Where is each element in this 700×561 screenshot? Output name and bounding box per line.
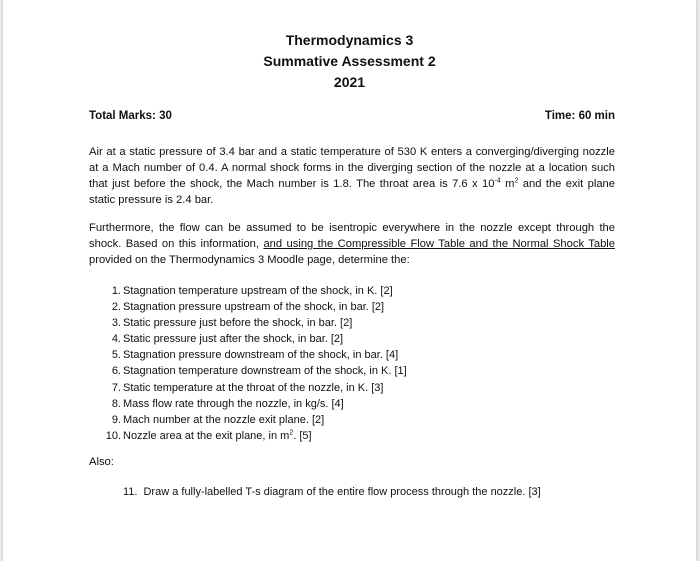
question-text: Static pressure just after the shock, in bar. [2]: [123, 333, 344, 346]
question-text: Draw a fully-labelled T-s diagram of the entire flow process through the nozzle. [3]: [143, 486, 541, 498]
question-text: Static pressure just before the shock, in bar. [2]: [123, 317, 353, 330]
question-text: Mass flow rate through the nozzle, in kg/s. [4]: [123, 397, 344, 410]
also-label: Also:: [89, 456, 114, 468]
question-number: 3.: [111, 317, 121, 330]
question-text: Stagnation pressure downstream of the shock, in bar. [4]: [123, 349, 399, 362]
question-number: 2.: [111, 301, 121, 314]
problem-statement: [89, 144, 615, 208]
question-item: [103, 347, 603, 363]
problem-text-a: Air at a static pressure of 3.4 bar and a static temperature of 530 K enters a converging/diverging nozzle at a Mach number of 0.4. A normal shock forms in the diverging section of the nozzle at a location such that just before the shock, the Mach number is 1.8. The throat area is 7.6 x 10: [89, 146, 615, 190]
question-item: [103, 428, 603, 444]
title-block: [3, 30, 696, 93]
question-item: [103, 299, 603, 315]
exponent-2: 2: [289, 429, 294, 437]
question-number: 8.: [111, 397, 121, 410]
exponent-2: 2: [514, 177, 519, 185]
exponent-neg4: -4: [494, 177, 501, 185]
question-text: Static temperature at the throat of the nozzle, in K. [3]: [123, 381, 384, 394]
question-text: Stagnation pressure upstream of the shock, in bar. [2]: [123, 301, 385, 314]
question-text-a: Nozzle area at the exit plane, in m: [123, 429, 290, 442]
question-number: 5.: [111, 349, 121, 362]
question-text-b: . [5]: [293, 429, 312, 442]
question-item: [103, 283, 603, 299]
instructions-paragraph: [89, 220, 615, 268]
instructions-text-b: provided on the Thermodynamics 3 Moodle page, determine the:: [89, 254, 410, 266]
question-list: [103, 283, 603, 444]
problem-text-b: m: [500, 178, 515, 190]
question-item-11: [123, 486, 541, 498]
question-item: [103, 331, 603, 347]
assessment-year: 2021: [333, 74, 366, 90]
underlined-instruction: and using the Compressible Flow Table and the Normal Shock Table: [263, 238, 615, 250]
question-number: 11.: [123, 486, 138, 498]
question-item: [103, 412, 603, 428]
total-marks: Total Marks: 30: [89, 110, 172, 122]
question-number: 9.: [111, 413, 121, 426]
question-item: [103, 396, 603, 412]
problem-text-c: and the exit plane static pressure is 2.4 bar.: [89, 178, 615, 206]
document-page: [3, 0, 696, 561]
course-title: Thermodynamics 3: [285, 32, 414, 48]
question-text: Stagnation temperature upstream of the shock, in K. [2]: [123, 285, 393, 297]
question-number: 10.: [105, 429, 121, 442]
question-item: [103, 380, 603, 396]
question-number: 7.: [111, 381, 121, 394]
assessment-title: Summative Assessment 2: [263, 53, 436, 69]
question-item: [103, 315, 603, 331]
question-number: 1.: [111, 285, 121, 297]
question-number: 6.: [111, 365, 121, 378]
time-limit: Time: 60 min: [544, 110, 615, 122]
question-item: [103, 363, 603, 379]
question-text: Stagnation temperature downstream of the shock, in K. [1]: [123, 365, 407, 378]
question-number: 4.: [111, 333, 121, 346]
question-text: Mach number at the nozzle exit plane. [2]: [123, 413, 325, 426]
instructions-text-a: Furthermore, the flow can be assumed to be isentropic everywhere in the nozzle except through the shock. Based on this information,: [89, 222, 615, 250]
